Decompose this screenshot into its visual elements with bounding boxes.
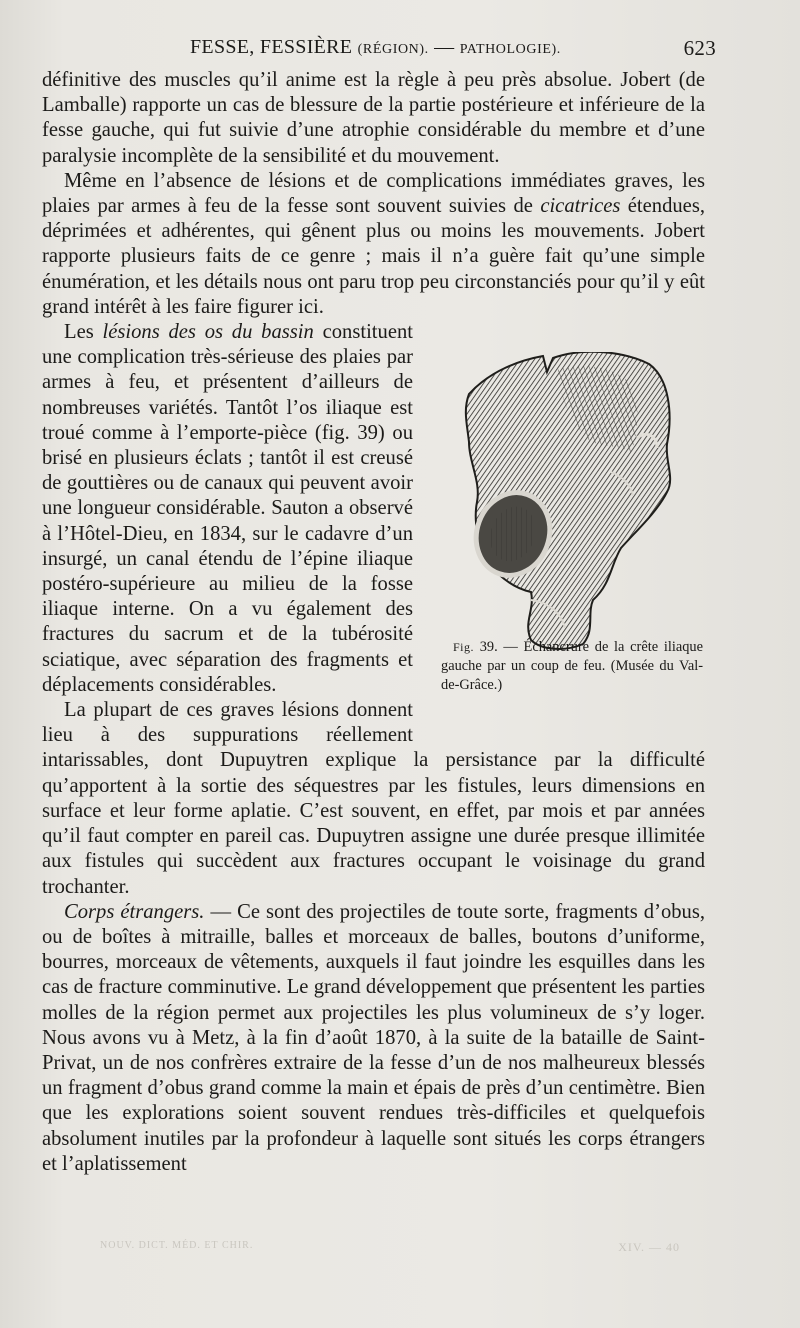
p2-emphasis: cicatrices: [540, 195, 621, 218]
running-header: [40, 36, 716, 66]
figure-caption-text: 39. — Échancrure de la crête iliaque gauche par un coup de feu. (Musée du Val-de-Grâce.): [441, 639, 703, 694]
p3-text-b: constituent une complication très-sérieuse des plaies par armes à feu, et présentent d’ailleurs de nombreuses variétés. Tantôt l’os iliaque est troué comme à l’emporte-pièce (fig. 39) ou brisé en plusieurs éclats ; tantôt il est creusé de gouttières ou de canaux qui peuvent avoir une longueur considérable. Sauton a observé à l’Hôtel-Dieu, en 1834, sur le cadavre d’un insurgé, un canal étendu de l’épine iliaque postéro-supérieure au milieu de la fosse iliaque interne. On a vu également des fractures du sacrum et de la tubérosité sciatique, avec séparation des fragments et déplacements considérables.: [42, 321, 413, 696]
p5-emphasis: Corps étrangers.: [64, 900, 205, 923]
title-region: (RÉGION).: [357, 42, 429, 57]
figure-caption: [441, 638, 703, 695]
p5-text: — Ce sont des projectiles de toute sorte, fragments d’obus, ou de boîtes à mitraille, balles et morceaux de balles, boutons d’uniforme, bourres, morceaux de vêtements, auxquels il faut joindre les esquilles dans les cas de fracture comminutive. Le grand développement que présentent les parties molles de la région permet aux projectiles les plus volumineux de s’y loger. Nous avons vu à Metz, à la fin d’août 1870, à la suite de la bataille de Saint-Privat, un de nos confrères extraire de la fesse d’un de nos malheureux blessés un fragment d’obus grand comme la main et épais de près d’un centimètre. Bien que les explorations soient souvent rendues très-difficiles et quelquefois absolument inutiles par la profondeur à laquelle sont situés les corps étrangers et l’aplatissement: [42, 900, 706, 1175]
paragraph-1: définitive des muscles qu’il anime est la règle à peu près absolue. Jobert (de Lamballe) rapporte un cas de blessure de la partie postérieure et inférieure de la fesse gauche, qui fut suivie d’une atrophie considérable du membre et d’une paralysie incomplète de la sensibilité et du mouvement.: [42, 69, 705, 167]
figure-label: Fig.: [453, 640, 475, 655]
p2-text-a: Même en l’absence de lésions et de complications immédiates graves, les plaies par armes à feu de la fesse sont souvent suivies de: [42, 169, 705, 218]
running-title: [190, 36, 561, 59]
paragraph-4: La plupart de ces graves lésions donnent lieu à des suppurations réellement intarissables, dont Dupuytren explique la persistance par la difficulté qu’apportent à la sortie des séquestres par les fistules, leurs dimensions en surface et leur forme aplatie. C’est souvent, en effet, par mois et par années qu’il faut compter en pareil cas. Dupuytren assigne une durée presque illimitée aux fistules qui succèdent aux fractures occupant le voisinage du grand trochanter.: [42, 699, 705, 898]
footer-right: XIV. — 40: [618, 1240, 680, 1254]
footer-left: NOUV. DICT. MÉD. ET CHIR.: [100, 1240, 254, 1251]
title-dash: —: [434, 36, 455, 58]
page-number: 623: [683, 36, 716, 60]
paragraph-5: [42, 900, 705, 1177]
paragraph-2: [42, 169, 705, 320]
page-body: [42, 68, 705, 1177]
title-main: FESSE, FESSIÈRE: [190, 36, 353, 58]
bleed-through-footer: [100, 1240, 700, 1254]
p2-text-b: étendues, déprimées et adhérentes, qui gênent plus ou moins les mouvements. Jobert rapporte plusieurs faits de ce genre ; mais il n’a guère fait qu’une simple énumération, et les détails nous ont paru trop peu circonstanciés pour qu’il y eût grand intérêt à les faire figurer ici.: [42, 195, 705, 318]
figure-39: [435, 322, 705, 720]
iliac-bone-illustration: [461, 352, 687, 652]
p3-emphasis: lésions des os du bassin: [102, 321, 314, 344]
title-section: PATHOLOGIE).: [459, 42, 561, 57]
p3-text-a: Les: [64, 321, 103, 344]
